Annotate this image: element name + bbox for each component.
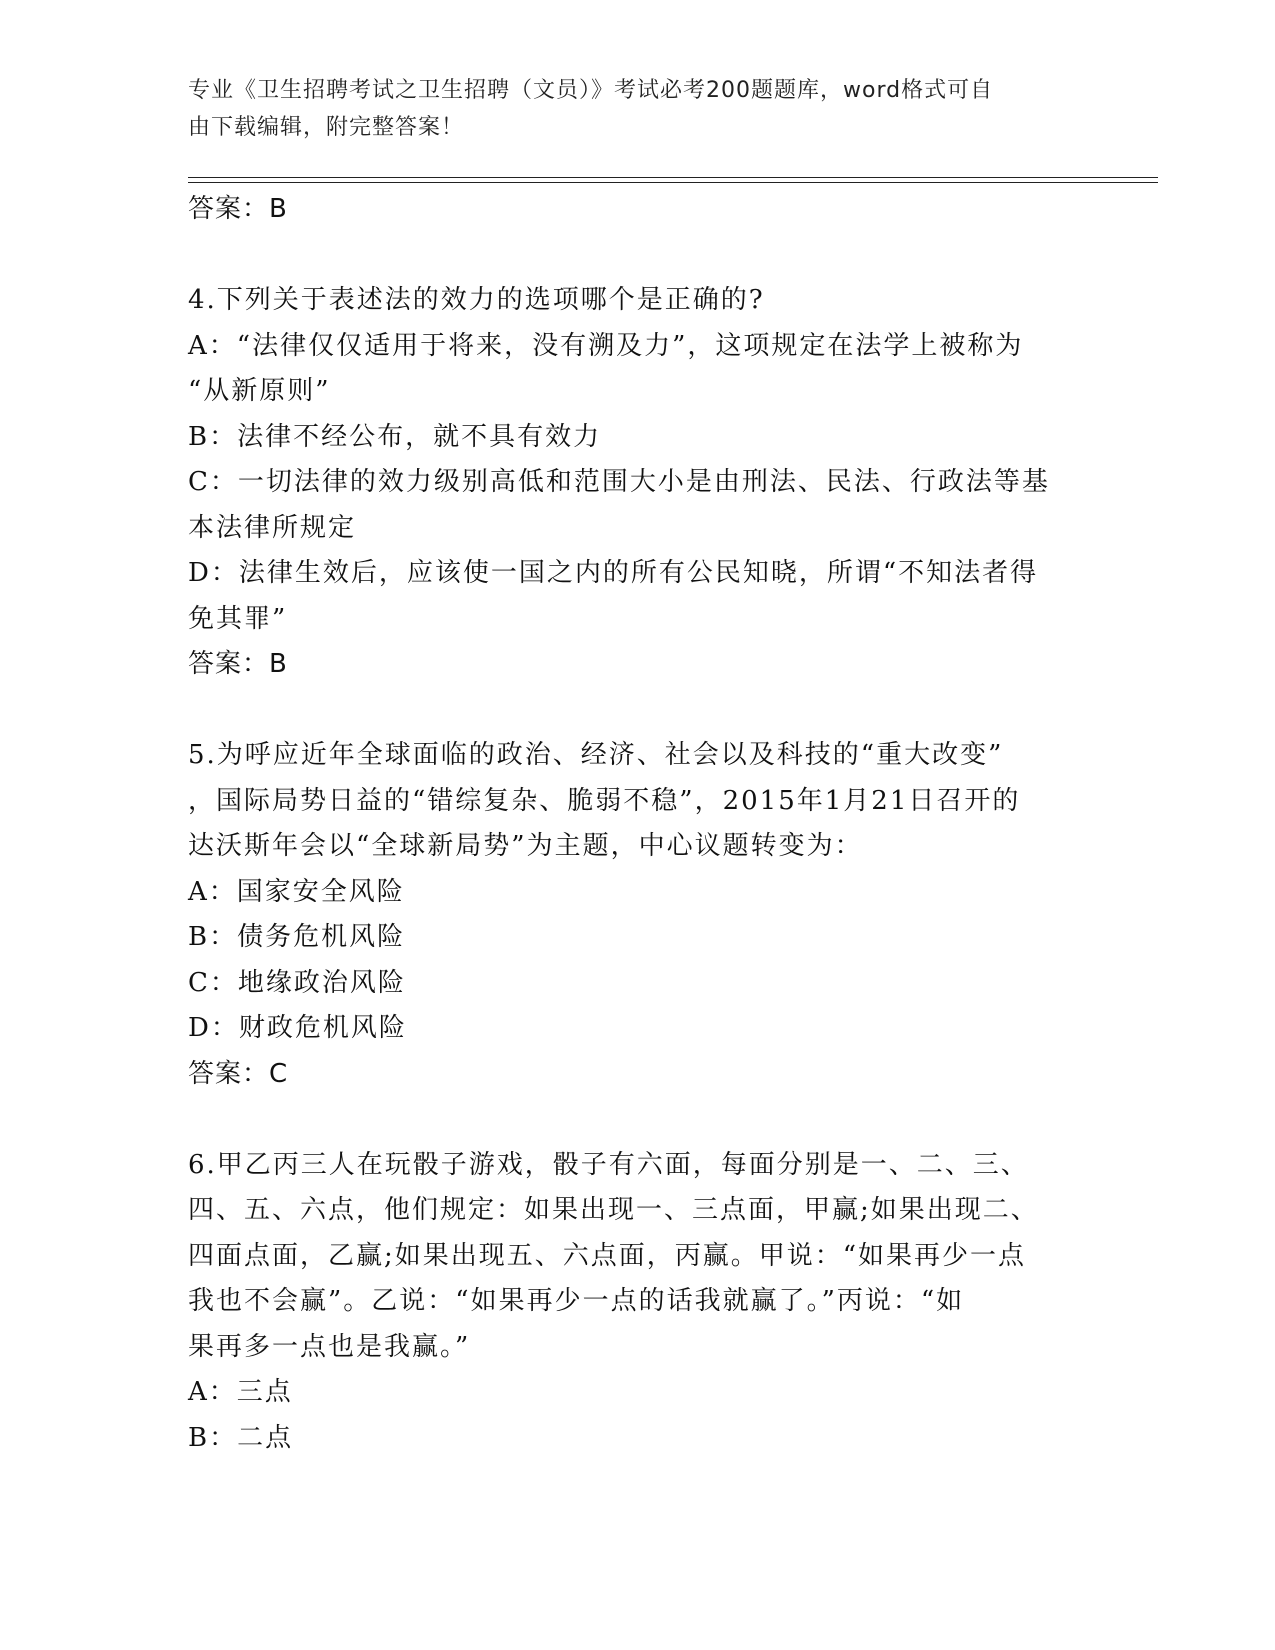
question-4-answer: 答案：B [188,649,288,679]
question-4-option-b: B：法律不经公布，就不具有效力 [188,421,602,452]
page-header [188,72,1068,146]
question-6-stem-3: 四面点面，乙赢;如果出现五、六点面，丙赢。甲说：“如果再少一点 [188,1240,1027,1271]
question-5-option-c: C：地缘政治风险 [188,967,406,998]
question-5-stem-2: ，国际局势日益的“错综复杂、脆弱不稳”，2015年1月21日召开的 [188,785,1021,816]
spacer [188,233,1088,279]
question-4 [188,278,1088,688]
question-6-stem-1: 6.甲乙丙三人在玩骰子游戏，骰子有六面，每面分别是一、二、三、 [188,1149,1029,1180]
header-line-1: 专业《卫生招聘考试之卫生招聘（文员）》考试必考200题题库，word格式可自 [188,78,994,103]
question-4-option-c-cont: 本法律所规定 [188,512,357,543]
question-6-stem-4: 我也不会赢”。乙说：“如果再少一点的话我就赢了。”丙说：“如 [188,1286,965,1316]
spacer [188,1097,1088,1143]
header-rule-bottom [188,182,1158,183]
question-4-option-c: C：一切法律的效力级别高低和范围大小是由刑法、民法、行政法等基 [188,467,1050,497]
header-line-2: 由下载编辑，附完整答案！ [188,115,465,140]
question-6-stem-2: 四、五、六点，他们规定：如果出现一、三点面，甲赢;如果出现二、 [188,1195,1039,1225]
question-4-option-a: A：“法律仅仅适用于将来，没有溯及力”，这项规定在法学上被称为 [188,330,1024,361]
previous-answer: 答案：B [188,194,288,224]
question-6 [188,1143,1088,1462]
question-6-option-b: B：二点 [188,1422,294,1453]
question-6-stem-5: 果再多一点也是我赢。” [188,1331,471,1362]
question-5-option-a: A：国家安全风险 [188,876,405,907]
question-4-option-a-cont: “从新原则” [188,376,331,406]
question-5-stem-1: 5.为呼应近年全球面临的政治、经济、社会以及科技的“重大改变” [188,740,1004,770]
spacer [188,688,1088,734]
header-rule-top [188,177,1158,178]
question-5-option-b: B：债务危机风险 [188,922,406,952]
question-4-stem: 4.下列关于表述法的效力的选项哪个是正确的? [188,285,765,315]
question-5-answer: 答案：C [188,1058,289,1089]
document-body [188,187,1088,1461]
question-5-stem-3: 达沃斯年会以“全球新局势”为主题，中心议题转变为： [188,831,863,861]
question-5-option-d: D：财政危机风险 [188,1013,407,1043]
question-4-option-d-cont: 免其罪” [188,603,288,634]
question-5 [188,733,1088,1097]
question-6-option-a: A：三点 [188,1377,293,1407]
question-4-option-d: D：法律生效后，应该使一国之内的所有公民知晓，所谓“不知法者得 [188,558,1039,588]
